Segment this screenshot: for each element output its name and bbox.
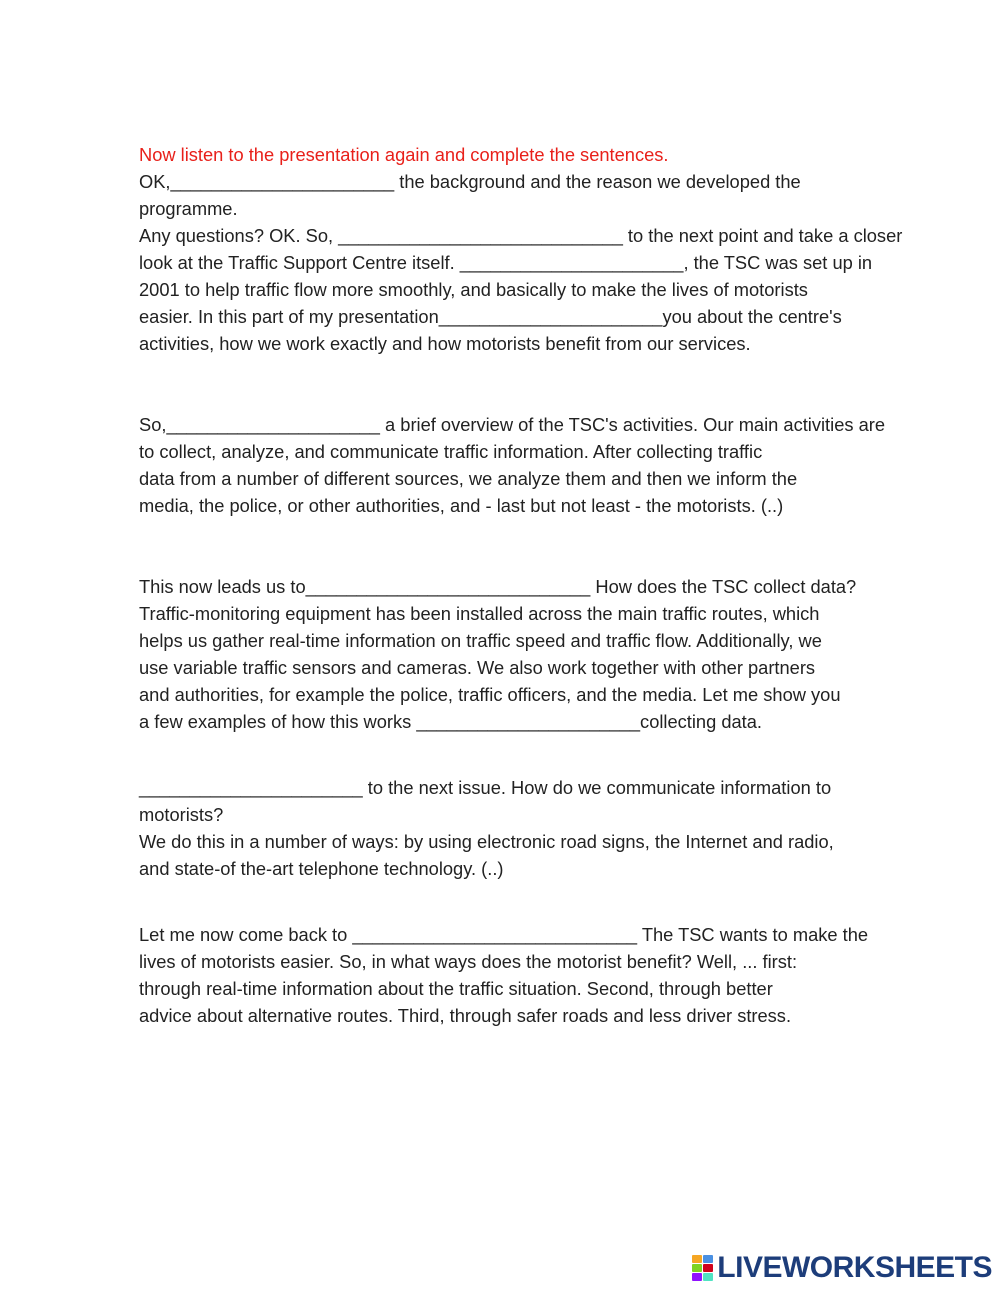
- paragraph-line: media, the police, or other authorities, and - last but not least - the motorists. (..): [139, 495, 784, 516]
- paragraph-line: We do this in a number of ways: by using electronic road signs, the Internet and radio,: [139, 831, 834, 852]
- instruction-text: Now listen to the presentation again and complete the sentences.: [139, 144, 669, 165]
- paragraph-line: use variable traffic sensors and cameras. We also work together with other partners: [139, 657, 816, 678]
- paragraph-line: look at the Traffic Support Centre itself. ______________________, the TSC was set up in: [139, 252, 873, 273]
- liveworksheets-logo: [692, 1251, 992, 1285]
- paragraph-line: ______________________ to the next issue. How do we communicate information to: [139, 777, 832, 798]
- paragraph-line: Any questions? OK. So, ____________________________ to the next point and take a closer: [139, 225, 903, 246]
- logo-block: [703, 1273, 713, 1281]
- logo-block: [692, 1255, 702, 1263]
- paragraph-4: [139, 774, 869, 882]
- paragraph-line: 2001 to help traffic flow more smoothly, and basically to make the lives of motorists: [139, 279, 808, 300]
- paragraph-line: Traffic-monitoring equipment has been installed across the main traffic routes, which: [139, 603, 820, 624]
- paragraph-line: data from a number of different sources, we analyze them and then we inform the: [139, 468, 798, 489]
- logo-blocks-icon: [692, 1255, 713, 1281]
- paragraph-3: [139, 573, 869, 735]
- paragraph-line: helps us gather real-time information on traffic speed and traffic flow. Additionally, we: [139, 630, 822, 651]
- paragraph-5: [139, 921, 869, 1029]
- paragraph-line: activities, how we work exactly and how motorists benefit from our services.: [139, 333, 751, 354]
- worksheet: [139, 141, 903, 1029]
- logo-block: [703, 1264, 713, 1272]
- logo-block: [692, 1264, 702, 1272]
- paragraph-2: [139, 411, 886, 519]
- paragraph-1: [139, 168, 903, 357]
- paragraph-line: through real-time information about the traffic situation. Second, through better: [139, 978, 773, 999]
- paragraph-line: motorists?: [139, 804, 224, 825]
- paragraph-line: This now leads us to____________________________ How does the TSC collect data?: [139, 576, 857, 597]
- logo-wordmark: LIVEWORKSHEETS: [717, 1251, 992, 1284]
- logo-block: [703, 1255, 713, 1263]
- paragraph-line: programme.: [139, 198, 238, 219]
- logo-block: [692, 1273, 702, 1281]
- paragraph-line: to collect, analyze, and communicate traffic information. After collecting traffic: [139, 441, 763, 462]
- paragraph-line: lives of motorists easier. So, in what ways does the motorist benefit? Well, ... first:: [139, 951, 798, 972]
- paragraph-line: easier. In this part of my presentation______________________you about the centre's: [139, 306, 842, 327]
- paragraph-line: advice about alternative routes. Third, through safer roads and less driver stress.: [139, 1005, 792, 1026]
- paragraph-line: a few examples of how this works ______________________collecting data.: [139, 711, 763, 732]
- paragraph-line: OK,______________________ the background and the reason we developed the: [139, 171, 801, 192]
- paragraph-line: Let me now come back to ____________________________ The TSC wants to make the: [139, 924, 869, 945]
- paragraph-line: So,_____________________ a brief overview of the TSC's activities. Our main activities are: [139, 414, 886, 435]
- paragraph-line: and state-of the-art telephone technology. (..): [139, 858, 504, 879]
- paragraph-line: and authorities, for example the police, traffic officers, and the media. Let me show you: [139, 684, 841, 705]
